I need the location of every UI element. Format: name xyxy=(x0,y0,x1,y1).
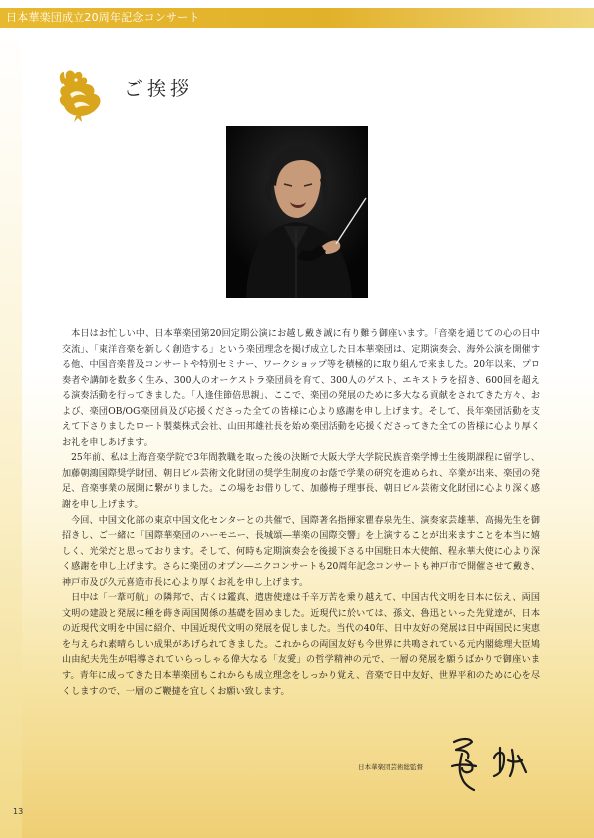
greeting-body xyxy=(62,327,540,700)
page-number: 13 xyxy=(13,807,24,816)
phoenix-icon xyxy=(56,66,106,122)
paragraph: 日中は「一葦可航」の隣邦で、古くは鑑真、遣唐使達は千辛万苦を乗り越えて、中国古代文明を日本に伝え、両国文明の建設と発展に種を蒔き両国関係の基礎を固めました。近現代に於いては、孫文、魯迅といった先覚達が、日本の近現代文明を中国に紹介、中国近現代文明の発展を促しました。当代の40年、日中友好の発展は日中両国民に実恵を与えられ素晴らしい成果があげられてきました。これからの両国友好も今世界に共鳴されている元内閣総理大臣鳩山由紀夫先生が唱導されていらっしゃる偉大なる「友愛」の哲学精神の元で、一層の発展を願うばかりで御座います。青年に成ってきた日本華楽団もこれからも成立理念をしっかり覚え、音楽で日中友好、世界平和のために心を尽くしますので、一層のご鞭撻を宜しくお願い致します。 xyxy=(62,593,541,697)
page-heading: ご挨拶 xyxy=(124,78,194,100)
paragraph: 25年前、私は上海音楽学院で3年間教職を取った後の決断で大阪大学大学院民族音楽学博士生後期課程に留学し、加藤朝鴻国際奨学財団、朝日ビル芸術文化財団の奨学生制度のお蔭で学業の研究を進められ、卒業が出来、楽団の発足、音楽事業の展開に繋がりました。この場をお借りして、加藤梅子理事長、朝日ビル芸術文化財団に心より深く感謝を申し上げます。 xyxy=(62,453,540,511)
signatory-title: 日本華楽団芸術総監督 xyxy=(358,763,423,771)
header-title: 日本華楽団成立20周年記念コンサート xyxy=(6,11,200,24)
paragraph: 本日はお忙しい中、日本華楽団第20回定期公演にお越し戴き誠に有り難う御座います。「音楽を通じての心の日中交流」、「東洋音楽を新しく創造する」という楽団理念を掲げ成立した日本華楽団は、定期演奏会、海外公演を開催する他、中国音楽普及コンサートや特別セミナー、ワークショップ等を積極的に取り組んで来ました。20年以来、プロ奏者や講師を数多く生み、300人のオーケストラ楽団員を育て、300人のゲスト、エキストラを招き、600回を超える演奏活動を行ってきました。「人逢佳節倍思親」、ここで、楽団の発展のために多大なる貢献をされてきた方々、および、楽団OB/OG楽団員及び応援くださった全ての皆様に心より感謝を申し上げます。そして、長年楽団活動を支えて下さりましたロート製薬株式会社、山田邦雄社長を始め楽団活動を応援くださってきた全ての皆様に心より厚くお礼を申しあげます。 xyxy=(62,329,540,448)
handwritten-signature xyxy=(448,728,532,794)
paragraph: 今回、中国文化部の東京中国文化センターとの共催で、国際著名指揮家瞿春泉先生、演奏家芸雄華、高揚先生を御招きし、ご一緒に「国際華楽団のハーモニー、長城頌―華楽の国際交響」を上演することが出来ますことを本当に嬉しく、光栄だと思っております。そして、何時も定期演奏会を後援下さる中国駐日本大使館、程永華大使に心より深く感謝を申し上げます。さらに楽団のオプン―ニクコンサートも20周年記念コンサートも神戸市で開催させて戴き、神戸市及び久元喜造市長に心より厚くお礼を申し上げます。 xyxy=(62,515,540,588)
left-decorative-strip xyxy=(0,28,22,838)
conductor-photo xyxy=(226,126,368,298)
header-band xyxy=(0,8,594,28)
